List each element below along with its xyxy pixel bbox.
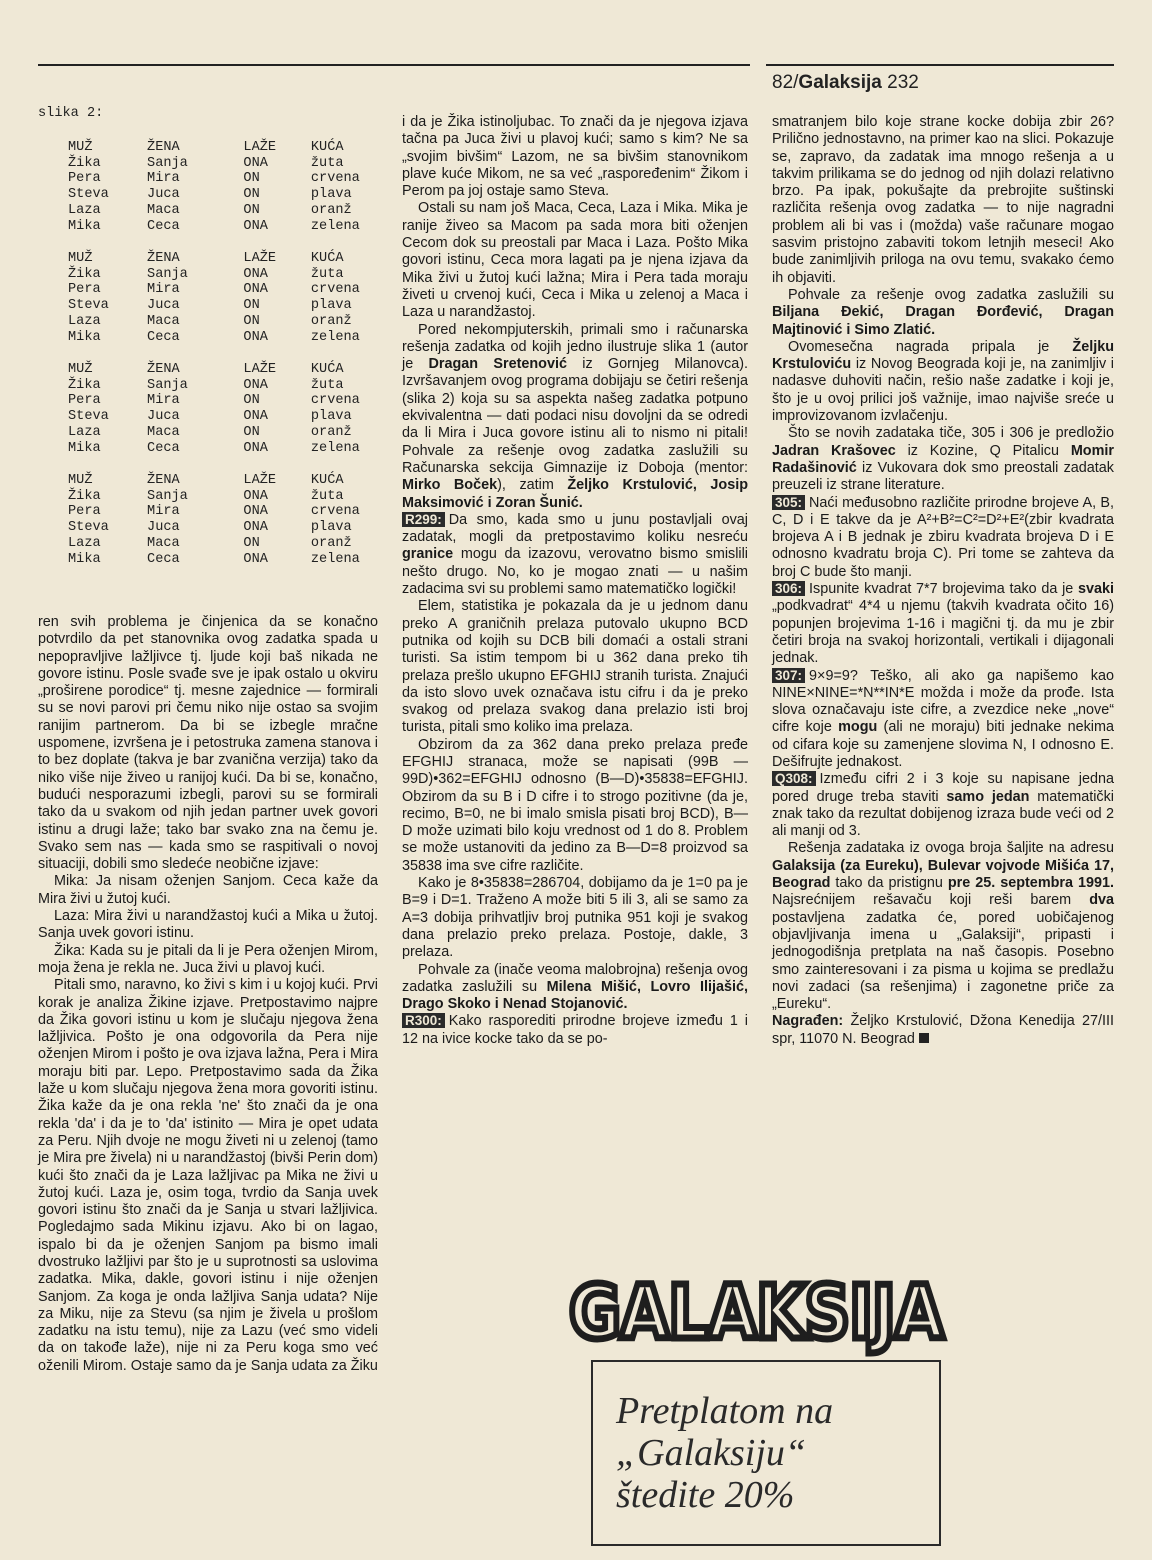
table-cell: Sanja	[147, 488, 188, 504]
table-cell: Sanja	[147, 377, 188, 393]
table-header	[68, 362, 388, 378]
table-cell: KUĆA	[310, 473, 344, 488]
table-row	[68, 219, 388, 235]
table-cell: Steva	[68, 298, 109, 314]
solution-table	[68, 251, 388, 345]
top-rule-left	[38, 64, 750, 66]
table-cell: KUĆA	[310, 362, 344, 377]
table-row	[68, 425, 388, 441]
table-cell: ON	[243, 298, 260, 314]
table-cell: plava	[310, 409, 352, 425]
table-cell: ON	[243, 187, 260, 203]
table-cell: plava	[310, 298, 352, 314]
table-cell: Žika	[68, 488, 101, 504]
solution-table	[68, 140, 388, 234]
paragraph: Pohvale za (inače veoma malobrojna) rešenja ovog zadatka zaslužili su Milena Mišić, Lovro Ilijašić, Drago Skoko i Nenad Stojanović.	[402, 961, 748, 1013]
table-cell: ONA	[243, 377, 268, 393]
task-r299: R299: Da smo, kada smo u junu postavljali ovaj zadatak, mogli da pretpostavimo koliku nesreću granice mogu da izazovu, verovatno bismo smislili nešto drugo. No, ko je mogao znati — u našim zadacima svi su problemi samo matematičko logički!	[402, 511, 748, 598]
paragraph: Kako je 8•35838=286704, dobijamo da je 1=0 pa je B=9 i D=1. Traženo A može biti 5 ili 3, ali se samo za A=3 dobija prihvatljiv broj putnika 951 koji je svakog dana prelazio preko prelaza. Postoje, dakle, 3 prelaza.	[402, 875, 748, 961]
table-cell: ONA	[243, 504, 268, 520]
table-cell: ON	[243, 393, 260, 409]
table-cell: ŽENA	[147, 473, 180, 488]
table-cell: ON	[243, 313, 260, 329]
paragraph: Mika: Ja nisam oženjen Sanjom. Ceca kaže da Mira živi u žutoj kući.	[38, 873, 378, 907]
table-cell: Pera	[68, 504, 101, 520]
task-badge: 305:	[772, 495, 805, 510]
table-row	[68, 489, 388, 505]
figure-label: slika 2:	[38, 106, 104, 121]
table-cell: Laza	[68, 424, 101, 440]
table-cell: zelena	[310, 440, 360, 456]
table-cell: ONA	[243, 520, 268, 536]
table-cell: Laza	[68, 535, 101, 551]
paragraph: Rešenja zadataka iz ovoga broja šaljite na adresu Galaksija (za Eureku), Bulevar vojvode Mišića 17, Beograd tako da pristignu pre 25. septembra 1991. Najsrećnijem rešavaču koji reši barem dva postavljena zadatka će, pored uobičajenog objavljivanja imena u „Galaksiji“, pripasti i jednogodišnja pretplata na naš časopis. Posebno smo zainteresovani i za pisma u kojima se predlažu novi zadaci (sa rešenjima) i zagonetne priče za „Eureku“.	[772, 840, 1114, 1013]
table-header	[68, 140, 388, 156]
table-cell: Mira	[147, 171, 180, 187]
magazine-name: Galaksija	[798, 72, 882, 93]
table-cell: ONA	[243, 282, 268, 298]
table-cell: Žika	[68, 266, 101, 282]
task-badge: 306:	[772, 581, 805, 596]
solution-table	[68, 473, 388, 567]
galaksija-logo	[565, 1268, 947, 1354]
top-rule-right	[766, 64, 1114, 66]
table-cell: Mira	[147, 393, 180, 409]
table-cell: Žika	[68, 377, 101, 393]
table-row	[68, 441, 388, 457]
table-cell: MUŽ	[68, 251, 93, 266]
table-cell: Juca	[147, 520, 180, 536]
table-cell: crvena	[310, 393, 360, 409]
paragraph: Ovomesečna nagrada pripala je Željku Krstuloviću iz Novog Beograda koji je, na zanimljiv i nadasve duhoviti način, rešio naše zadatke i koji je, što je u ovoj prilici još važnije, imao najviše sreće u improvizovanom izvlačenju.	[772, 338, 1114, 425]
table-cell: Žika	[68, 155, 101, 171]
table-cell: LAŽE	[243, 473, 277, 488]
table-cell: ONA	[243, 488, 268, 504]
table-cell: Juca	[147, 298, 180, 314]
award-line: Nagrađen: Željko Krstulović, Džona Kenedija 27/III spr, 11070 N. Beograd	[772, 1013, 1114, 1047]
column-1	[38, 614, 378, 1375]
table-cell: Pera	[68, 282, 101, 298]
paragraph: Elem, statistika je pokazala da je u jednom danu preko A graničnih prelaza putovalo ukupno BCD putnika od kojih su DCB bili domaći a ostali strani turisti. Sa istim tempom bi u 362 dana preko tih prelaza prešlo ukupno EFGHIJ stranih turista. Znajući da isto slovo uvek označava istu cifru i da je preko svakog od prelaza svakog dana prelazio isti broj turista, pitali smo koliko ima prelaza.	[402, 598, 748, 736]
table-cell: Maca	[147, 535, 180, 551]
paragraph: Pored nekompjuterskih, primali smo i računarska rešenja zadatka od kojih jedno ilustruje slika 1 (autor je Dragan Sretenović iz Gornjeg Milanovca). Izvršavanjem ovog programa dobijaju se četiri rešenja (slika 2) koja su sa aspekta našeg zadatka potpuno ekvivalentna — dati podaci nisu dovoljni da se odredi da li Mira i Juca govore istinu ali to nismo ni pitali! Pohvale za rešenje ovog zadatka zaslužili su Računarska sekcija Gimnazije iz Doboja (mentor: Mirko Boček), zatim Željko Krstulović, Josip Maksimović i Zoran Šunić.	[402, 321, 748, 511]
table-cell: LAŽE	[243, 140, 277, 155]
table-cell: zelena	[310, 218, 360, 234]
paragraph: Ostali su nam još Maca, Ceca, Laza i Mika. Mika je ranije živeo sa Macom pa sada mora biti oženjen Cecom dok su preostali par Maca i Laza. Pošto Mika govori istinu, Ceca mora lagati pa je njena izjava da Mika živi u žutoj kući lažna; Mira i Pera tada moraju živeti u crvenoj kući, Ceca i Mika u zelenoj a Maca i Laza u narandžastoj.	[402, 200, 748, 321]
table-cell: LAŽE	[243, 251, 277, 266]
table-row	[68, 409, 388, 425]
table-cell: Mira	[147, 504, 180, 520]
table-cell: ONA	[243, 409, 268, 425]
table-cell: Maca	[147, 202, 180, 218]
table-row	[68, 520, 388, 536]
table-cell: KUĆA	[310, 251, 344, 266]
paragraph: smatranjem bilo koje strane kocke dobija zbir 26? Prilično jednostavno, na primer kao na slici. Pokazuje se, zapravo, da zadatak ima mnogo rešenja a u takvim prilikama se do jednog od njih dolazi relativno brzo. Pa ipak, pokušajte da prebrojite suštinski različita rešenja ovog zadatka — to nije nagradni problem ali bi vas i (možda) vaše računare mogao sasvim pristojno zabaviti tokom letnjih meseci! Ako bude zanimljivih priloga na ovu temu, svakako ćemo ih objaviti.	[772, 114, 1114, 286]
table-cell: Juca	[147, 409, 180, 425]
table-cell: žuta	[310, 155, 344, 171]
table-cell: ON	[243, 535, 260, 551]
page-header	[772, 72, 919, 94]
table-cell: Maca	[147, 313, 180, 329]
issue-number: 232	[887, 72, 919, 93]
table-row	[68, 267, 388, 283]
page-number: 82/	[772, 72, 799, 93]
paragraph: Što se novih zadataka tiče, 305 i 306 je predložio Jadran Krašovec iz Kozine, Q Pitalicu Momir Radašinović iz Vukovara dok smo preostali zadatak preuzeli iz strane literature.	[772, 425, 1114, 494]
table-cell: Mira	[147, 282, 180, 298]
table-cell: ON	[243, 424, 260, 440]
table-cell: Ceca	[147, 218, 180, 234]
paragraph: Pohvale za rešenje ovog zadatka zaslužili su Biljana Đekić, Dragan Đorđević, Dragan Majtinović i Simo Zlatić.	[772, 286, 1114, 338]
table-cell: Pera	[68, 393, 101, 409]
task-r300: R300: Kako rasporediti prirodne brojeve između 1 i 12 na ivice kocke tako da se po-	[402, 1013, 748, 1047]
table-cell: ONA	[243, 266, 268, 282]
table-cell: MUŽ	[68, 140, 93, 155]
column-3	[772, 114, 1114, 1048]
task-q308: Q308: Između cifri 2 i 3 koje su napisane jedna pored druge treba staviti samo jedan matematički znak tako da rezultat dobijenog izraza bude veći od 2 ali manji od 3.	[772, 771, 1114, 840]
table-row	[68, 156, 388, 172]
subscription-line-1: Pretplatom na	[616, 1390, 834, 1432]
table-cell: ŽENA	[147, 362, 180, 377]
table-cell: Sanja	[147, 155, 188, 171]
table-cell: Ceca	[147, 551, 180, 567]
table-row	[68, 330, 388, 346]
table-row	[68, 187, 388, 203]
solution-table	[68, 362, 388, 456]
table-cell: crvena	[310, 171, 360, 187]
table-cell: ONA	[243, 440, 268, 456]
paragraph: Obzirom da za 362 dana preko prelaza pređe EFGHIJ stranaca, može se napisati (99B — 99D)•362=EFGHIJ odnosno (B—D)•35838=EFGHIJ. Obzirom da su B i D cifre i to strogo pozitivne (da je, recimo, B=0, ne bi imalo smisla pisati broj BCD), B—D može uzimati bilo koju vrednost od 1 do 8. Problem se može ustanoviti da jedino za B—D=8 proizvod sa 35838 ima sve cifre različite.	[402, 736, 748, 874]
paragraph: i da je Žika istinoljubac. To znači da je njegova izjava tačna pa Juca živi u plavoj kući; samo s kim? Ne sa „svojim bivšim“ Lazom, ne sa bivšim stanovnikom plave kuće Mikom, ne sa već „raspoređenim“ Žikom i Perom pa joj ostaje samo Steva.	[402, 114, 748, 200]
table-cell: Mika	[68, 551, 101, 567]
table-cell: Maca	[147, 424, 180, 440]
table-cell: oranž	[310, 202, 352, 218]
table-cell: ONA	[243, 329, 268, 345]
table-cell: zelena	[310, 329, 360, 345]
table-cell: ONA	[243, 155, 268, 171]
table-header	[68, 473, 388, 489]
task-badge: Q308:	[772, 771, 816, 786]
table-cell: crvena	[310, 504, 360, 520]
table-cell: crvena	[310, 282, 360, 298]
task-305: 305: Naći međusobno različite prirodne brojeve A, B, C, D i E takve da je A²+B²=C²=D²+E²(zbir kvadrata brojeva A i B jednak je zbiru kvadrata brojeva D i E odnosno kvadratu broja C). Pri tome se zahteva da broj C bude što manji.	[772, 494, 1114, 580]
table-row	[68, 314, 388, 330]
table-cell: ON	[243, 202, 260, 218]
table-cell: Ceca	[147, 329, 180, 345]
table-row	[68, 203, 388, 219]
table-row	[68, 552, 388, 568]
table-cell: MUŽ	[68, 362, 93, 377]
table-header	[68, 251, 388, 267]
table-row	[68, 504, 388, 520]
paragraph: Laza: Mira živi u narandžastoj kući a Mika u žutoj. Sanja uvek govori istinu.	[38, 908, 378, 942]
table-cell: žuta	[310, 488, 344, 504]
task-badge: R299:	[402, 512, 445, 527]
subscription-line-3: štedite 20%	[616, 1474, 795, 1516]
table-cell: LAŽE	[243, 362, 277, 377]
table-cell: ONA	[243, 218, 268, 234]
table-cell: plava	[310, 520, 352, 536]
task-badge: R300:	[402, 1013, 445, 1028]
subscription-line-2: „Galaksiju“	[616, 1432, 807, 1474]
logo-text: GALAKSIJA	[569, 1270, 944, 1356]
table-cell: Mika	[68, 440, 101, 456]
table-cell: MUŽ	[68, 473, 93, 488]
table-cell: Pera	[68, 171, 101, 187]
table-row	[68, 171, 388, 187]
table-cell: Juca	[147, 187, 180, 203]
column-2	[402, 114, 748, 1048]
task-306: 306: Ispunite kvadrat 7*7 brojevima tako da je svaki „podkvadrat“ 4*4 u njemu (takvih kvadrata očito 16) popunjen brojevima 1-16 i magični tj. da mu je zbir četiri broja na svakoj horizontali, vertikali i dijagonali jednak.	[772, 581, 1114, 667]
table-cell: Sanja	[147, 266, 188, 282]
table-row	[68, 393, 388, 409]
table-cell: žuta	[310, 266, 344, 282]
subscription-box	[591, 1360, 941, 1546]
table-cell: Laza	[68, 202, 101, 218]
table-cell: ONA	[243, 551, 268, 567]
table-cell: Steva	[68, 409, 109, 425]
table-cell: oranž	[310, 313, 352, 329]
paragraph: Pitali smo, naravno, ko živi s kim i u kojoj kući. Prvi korak je analiza Žikine izjave. Pretpostavimo najpre da Žika govori istinu u kom je slučaju njegova žena lažljivica. Pošto je ona odgovorila da Pera nije oženjen Mirom i pošto je ova izjava lažna, Pera i Mira moraju biti par. Lepo. Pretpostavimo sada da Žika laže u kom slučaju njegova žena mora govoriti istinu. Žika kaže da je ona rekla 'ne' što znači da je ona rekla 'da' i da je to 'da' istinito — Mira je opet udata za Peru. Njih dvoje ne mogu živeti ni u zelenoj (tamo je Mira pre živela) ni u narandžastoj (bivši Perin dom) kući što znači da je Laza lažljivac pa Mika ne živi u žutoj kući. Laza je, osim toga, tvrdio da Sanja uvek govori istinu što znači da je Sanja u stvari lažljivica. Pogledajmo sada Mikinu izjavu. Ako bi on lagao, ispalo bi da je oženjen Sanjom pa bismo imali dvostruko lažljivi par što je u suprotnosti sa uslovima zadatka. Mika, dakle, govori istinu i nije oženjen Sanjom. Za koga je onda lažljiva Sanja udata? Nije za Miku, nije za Stevu (sa njim je živela u prošlom zadatku na istu temu), nije za Lazu (već smo videli da on takođe laže), nije ni za Peru koga smo već oženili Mirom. Ostaje samo da je Sanja udata za Žiku	[38, 977, 378, 1374]
task-307: 307: 9×9=9? Teško, ali ako ga napišemo kao NINE×NINE=*N**IN*E možda i može da prođe. Ista slova označavaju iste cifre, a zvezdice neke „nove“ cifre koje mogu (ali ne moraju) biti jednake nekima od cifara koje su zamenjene slovima N, I odnosno E. Dešifrujte jednakost.	[772, 667, 1114, 770]
paragraph: Žika: Kada su je pitali da li je Pera oženjen Mirom, moja žena je rekla ne. Juca živi u plavoj kući.	[38, 942, 378, 976]
task-badge: 307:	[772, 668, 805, 683]
table-row	[68, 298, 388, 314]
table-cell: Mika	[68, 218, 101, 234]
table-cell: ŽENA	[147, 251, 180, 266]
table-cell: plava	[310, 187, 352, 203]
table-row	[68, 378, 388, 394]
table-cell: žuta	[310, 377, 344, 393]
table-cell: ŽENA	[147, 140, 180, 155]
table-cell: ON	[243, 171, 260, 187]
table-cell: Steva	[68, 187, 109, 203]
paragraph: ren svih problema je činjenica da se konačno potvrdilo da pet stanovnika ovog zadatka spada u nepopravljive lažljivce tj. ljude koji baš nikada ne govore istinu. Posle svađe sve je ipak ostalo u okviru „proširene porodice“ tj. mesne zajednice — formirali su se novi parovi pri čemu niko nije ostao sa svojim ranijim partnerom. Da bi se izbegle mračne uspomene, izvršena je i petostruka zamena stanova i to bez doplate (takva je bar zvanična verzija) tako da niko više nije živeo u ranijoj kući. Da bi se, konačno, budući nesporazumi izbegli, parovi su se formirali tako da u svakom od njih jedan partner uvek govori istinu a drugi laže; tako bar svako zna na čemu je. Svako sem nas — kada smo se raspitivali o novoj situaciji, dobili smo sledeće neobične izjave:	[38, 614, 378, 873]
table-row	[68, 282, 388, 298]
end-square-icon	[919, 1033, 929, 1043]
table-cell: oranž	[310, 535, 352, 551]
table-cell: zelena	[310, 551, 360, 567]
table-cell: Steva	[68, 520, 109, 536]
table-row	[68, 536, 388, 552]
table-cell: Laza	[68, 313, 101, 329]
table-cell: Mika	[68, 329, 101, 345]
table-cell: oranž	[310, 424, 352, 440]
table-cell: KUĆA	[310, 140, 344, 155]
table-cell: Ceca	[147, 440, 180, 456]
